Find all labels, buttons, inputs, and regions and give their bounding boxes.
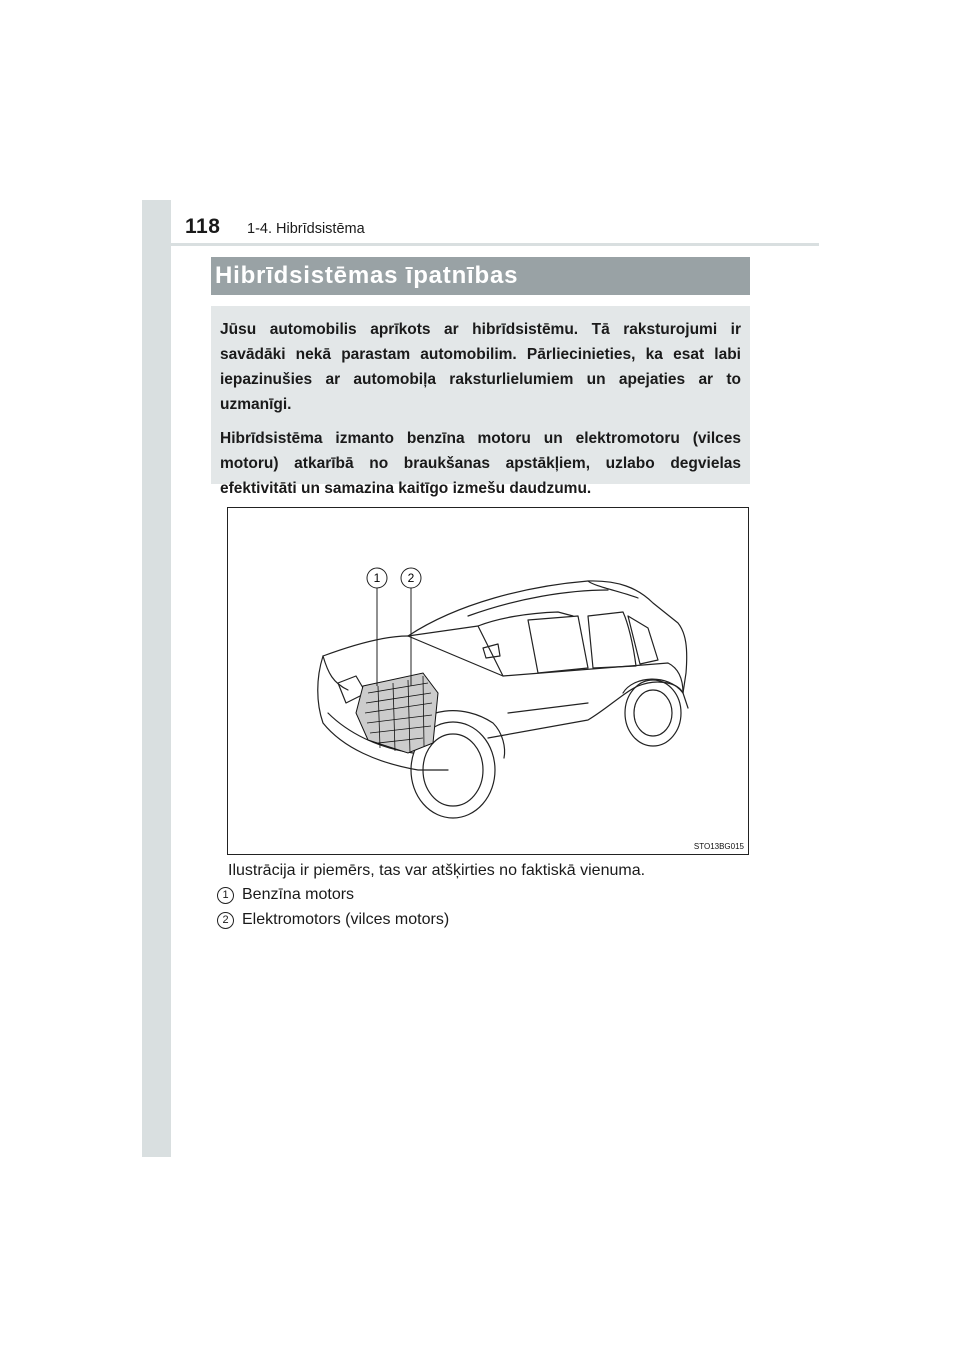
vehicle-illustration: [227, 507, 749, 855]
intro-paragraph-2: Hibrīdsistēma izmanto benzīna motoru un elektromotoru (vilces motoru) atkarībā no braukšanas apstākļiem, uzlabo degvielas efektivitāti un samazina kaitīgo izmešu daudzumu.: [220, 430, 741, 497]
side-tab-band: [142, 200, 171, 1157]
legend-label-1: Benzīna motors: [242, 886, 355, 903]
intro-paragraph-1: Jūsu automobilis aprīkots ar hibrīdsistēmu. Tā raksturojumi ir savādāki nekā parastam automobilim. Pārliecinieties, ka esat labi iepazinušies ar automobiļa raksturlielumiem un apejaties ar to uzmanīgi.: [220, 321, 741, 413]
section-label: 1-4. Hibrīdsistēma: [247, 221, 365, 237]
page-number: 118: [185, 215, 221, 238]
header-divider: [142, 243, 819, 246]
section-title-bar: [211, 257, 750, 295]
car-drawing: [228, 508, 750, 856]
legend-number-2: 2: [217, 912, 234, 929]
figure-caption: Ilustrācija ir piemērs, tas var atšķirties no faktiskā vienuma.: [228, 862, 646, 879]
figure-code: STO13BG015: [693, 842, 744, 851]
section-title: Hibrīdsistēmas īpatnības: [215, 262, 519, 289]
intro-box: [211, 306, 750, 497]
legend-item-1: [217, 886, 354, 904]
legend-item-2: [217, 911, 449, 929]
callout-1-label: 1: [373, 571, 381, 585]
legend-number-1: 1: [217, 887, 234, 904]
legend-label-2: Elektromotors (vilces motors): [242, 911, 450, 928]
callout-2-label: 2: [407, 571, 415, 585]
